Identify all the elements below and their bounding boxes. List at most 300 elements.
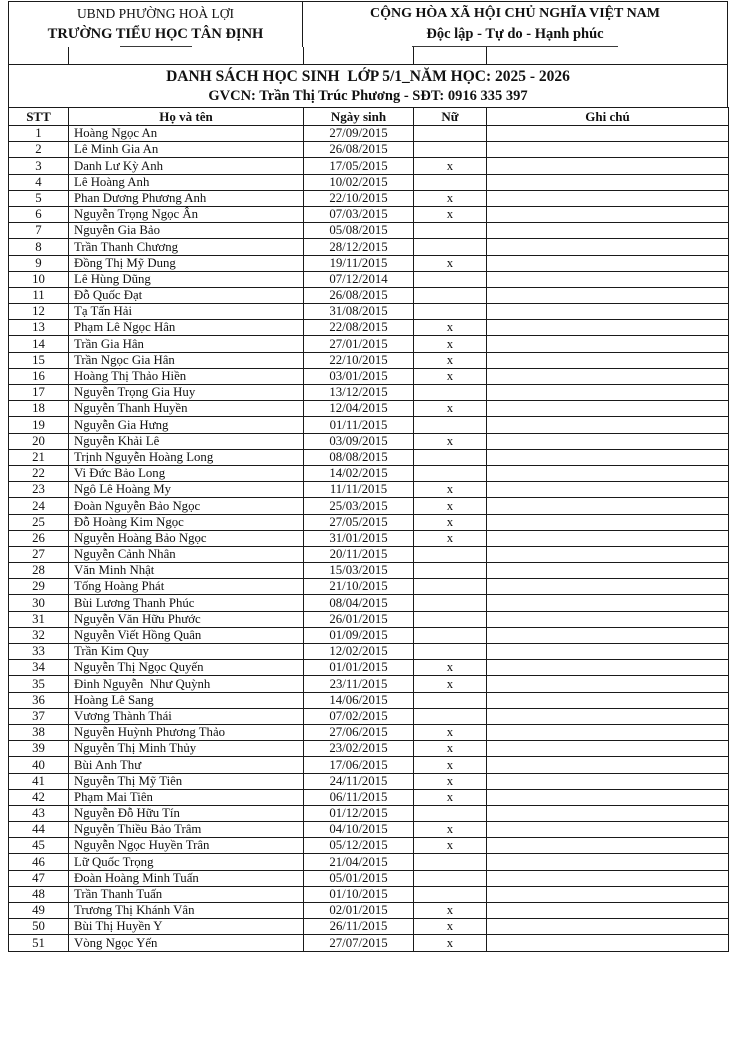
student-table-body bbox=[9, 126, 729, 952]
grid-spacer-cell bbox=[303, 47, 413, 64]
cell-note bbox=[487, 692, 729, 708]
table-row bbox=[9, 320, 729, 336]
cell-dob: 26/08/2015 bbox=[304, 142, 414, 158]
cell-name: Lê Minh Gia An bbox=[69, 142, 304, 158]
cell-stt: 35 bbox=[9, 676, 69, 692]
cell-dob: 22/10/2015 bbox=[304, 352, 414, 368]
cell-dob: 23/02/2015 bbox=[304, 741, 414, 757]
cell-note bbox=[487, 611, 729, 627]
cell-stt: 41 bbox=[9, 773, 69, 789]
grid-spacer-row bbox=[8, 47, 728, 64]
table-row bbox=[9, 304, 729, 320]
cell-dob: 26/01/2015 bbox=[304, 611, 414, 627]
cell-female bbox=[414, 595, 487, 611]
cell-dob: 24/11/2015 bbox=[304, 773, 414, 789]
cell-stt: 42 bbox=[9, 789, 69, 805]
national-motto: Độc lập - Tự do - Hạnh phúc bbox=[426, 26, 604, 42]
cell-female bbox=[414, 611, 487, 627]
cell-stt: 19 bbox=[9, 417, 69, 433]
cell-female: x bbox=[414, 676, 487, 692]
cell-dob: 27/09/2015 bbox=[304, 126, 414, 142]
cell-note bbox=[487, 417, 729, 433]
cell-female: x bbox=[414, 255, 487, 271]
cell-stt: 36 bbox=[9, 692, 69, 708]
cell-female bbox=[414, 886, 487, 902]
table-row bbox=[9, 482, 729, 498]
cell-stt: 37 bbox=[9, 708, 69, 724]
table-row bbox=[9, 611, 729, 627]
cell-stt: 28 bbox=[9, 563, 69, 579]
cell-stt: 44 bbox=[9, 822, 69, 838]
table-row bbox=[9, 741, 729, 757]
cell-dob: 22/08/2015 bbox=[304, 320, 414, 336]
cell-stt: 43 bbox=[9, 805, 69, 821]
cell-note bbox=[487, 724, 729, 740]
cell-note bbox=[487, 627, 729, 643]
student-roster-table bbox=[8, 107, 729, 952]
cell-stt: 47 bbox=[9, 870, 69, 886]
cell-dob: 05/08/2015 bbox=[304, 223, 414, 239]
cell-name: Bùi Anh Thư bbox=[69, 757, 304, 773]
cell-note bbox=[487, 142, 729, 158]
cell-stt: 13 bbox=[9, 320, 69, 336]
cell-stt: 21 bbox=[9, 449, 69, 465]
cell-name: Nguyễn Thị Ngọc Quyến bbox=[69, 660, 304, 676]
cell-dob: 12/02/2015 bbox=[304, 644, 414, 660]
cell-female bbox=[414, 174, 487, 190]
cell-name: Nguyễn Đỗ Hữu Tín bbox=[69, 805, 304, 821]
cell-note bbox=[487, 805, 729, 821]
cell-female: x bbox=[414, 530, 487, 546]
cell-stt: 23 bbox=[9, 482, 69, 498]
cell-female bbox=[414, 304, 487, 320]
cell-name: Nguyễn Thị Mỹ Tiên bbox=[69, 773, 304, 789]
cell-note bbox=[487, 433, 729, 449]
cell-stt: 34 bbox=[9, 660, 69, 676]
cell-name: Trần Thanh Tuấn bbox=[69, 886, 304, 902]
table-row bbox=[9, 757, 729, 773]
cell-stt: 15 bbox=[9, 352, 69, 368]
cell-name: Hoàng Ngọc An bbox=[69, 126, 304, 142]
school-name-underline bbox=[120, 46, 192, 47]
cell-name: Vương Thành Thái bbox=[69, 708, 304, 724]
cell-dob: 21/04/2015 bbox=[304, 854, 414, 870]
cell-name: Nguyễn Gia Hưng bbox=[69, 417, 304, 433]
cell-stt: 39 bbox=[9, 741, 69, 757]
cell-stt: 2 bbox=[9, 142, 69, 158]
cell-dob: 07/02/2015 bbox=[304, 708, 414, 724]
cell-female bbox=[414, 854, 487, 870]
cell-dob: 28/12/2015 bbox=[304, 239, 414, 255]
cell-female bbox=[414, 870, 487, 886]
table-row bbox=[9, 498, 729, 514]
cell-dob: 26/11/2015 bbox=[304, 919, 414, 935]
cell-name: Phan Dương Phương Anh bbox=[69, 190, 304, 206]
table-row bbox=[9, 449, 729, 465]
cell-note bbox=[487, 320, 729, 336]
cell-dob: 23/11/2015 bbox=[304, 676, 414, 692]
cell-note bbox=[487, 304, 729, 320]
table-row bbox=[9, 514, 729, 530]
cell-female: x bbox=[414, 482, 487, 498]
table-row bbox=[9, 676, 729, 692]
cell-name: Trần Ngọc Gia Hân bbox=[69, 352, 304, 368]
cell-female bbox=[414, 126, 487, 142]
cell-dob: 27/06/2015 bbox=[304, 724, 414, 740]
cell-note bbox=[487, 368, 729, 384]
cell-name: Nguyễn Trọng Gia Huy bbox=[69, 385, 304, 401]
cell-stt: 31 bbox=[9, 611, 69, 627]
table-row bbox=[9, 271, 729, 287]
cell-name: Nguyễn Thị Minh Thủy bbox=[69, 741, 304, 757]
cell-female bbox=[414, 579, 487, 595]
cell-note bbox=[487, 644, 729, 660]
table-row bbox=[9, 126, 729, 142]
cell-note bbox=[487, 223, 729, 239]
cell-name: Đỗ Quốc Đạt bbox=[69, 287, 304, 303]
cell-stt: 30 bbox=[9, 595, 69, 611]
cell-stt: 4 bbox=[9, 174, 69, 190]
cell-dob: 27/05/2015 bbox=[304, 514, 414, 530]
document-content bbox=[8, 1, 728, 952]
cell-female bbox=[414, 708, 487, 724]
cell-female: x bbox=[414, 190, 487, 206]
column-header-stt: STT bbox=[9, 108, 69, 126]
table-row bbox=[9, 190, 729, 206]
cell-female: x bbox=[414, 401, 487, 417]
cell-note bbox=[487, 482, 729, 498]
cell-name: Nguyễn Huỳnh Phương Thảo bbox=[69, 724, 304, 740]
cell-name: Nguyễn Văn Hữu Phước bbox=[69, 611, 304, 627]
cell-name: Hoàng Thị Thảo Hiền bbox=[69, 368, 304, 384]
cell-name: Bùi Lương Thanh Phúc bbox=[69, 595, 304, 611]
cell-stt: 50 bbox=[9, 919, 69, 935]
table-row bbox=[9, 708, 729, 724]
cell-note bbox=[487, 935, 729, 951]
cell-name: Vi Đức Bảo Long bbox=[69, 465, 304, 481]
cell-female bbox=[414, 563, 487, 579]
cell-note bbox=[487, 660, 729, 676]
cell-stt: 38 bbox=[9, 724, 69, 740]
cell-note bbox=[487, 174, 729, 190]
cell-dob: 31/01/2015 bbox=[304, 530, 414, 546]
cell-female bbox=[414, 417, 487, 433]
cell-note bbox=[487, 822, 729, 838]
cell-name: Nguyễn Cảnh Nhân bbox=[69, 546, 304, 562]
cell-stt: 10 bbox=[9, 271, 69, 287]
table-row bbox=[9, 692, 729, 708]
cell-female bbox=[414, 644, 487, 660]
cell-name: Trần Kim Quy bbox=[69, 644, 304, 660]
school-name: TRƯỜNG TIỂU HỌC TÂN ĐỊNH bbox=[47, 26, 264, 42]
table-row bbox=[9, 352, 729, 368]
table-row bbox=[9, 142, 729, 158]
table-row bbox=[9, 660, 729, 676]
cell-note bbox=[487, 838, 729, 854]
table-row bbox=[9, 417, 729, 433]
cell-dob: 03/01/2015 bbox=[304, 368, 414, 384]
table-row bbox=[9, 805, 729, 821]
page-title: DANH SÁCH HỌC SINH LỚP 5/1_NĂM HỌC: 2025 - 2026 bbox=[166, 68, 570, 85]
cell-female: x bbox=[414, 789, 487, 805]
table-row bbox=[9, 255, 729, 271]
cell-stt: 32 bbox=[9, 627, 69, 643]
cell-stt: 18 bbox=[9, 401, 69, 417]
cell-stt: 9 bbox=[9, 255, 69, 271]
cell-dob: 21/10/2015 bbox=[304, 579, 414, 595]
cell-female bbox=[414, 385, 487, 401]
cell-name: Nguyễn Ngọc Huyền Trân bbox=[69, 838, 304, 854]
motto-underline bbox=[412, 46, 618, 47]
table-row bbox=[9, 886, 729, 902]
cell-stt: 25 bbox=[9, 514, 69, 530]
cell-female: x bbox=[414, 838, 487, 854]
cell-name: Nguyễn Thanh Huyền bbox=[69, 401, 304, 417]
cell-note bbox=[487, 886, 729, 902]
cell-note bbox=[487, 385, 729, 401]
cell-female: x bbox=[414, 514, 487, 530]
cell-dob: 19/11/2015 bbox=[304, 255, 414, 271]
cell-name: Bùi Thị Huyền Y bbox=[69, 919, 304, 935]
table-row bbox=[9, 822, 729, 838]
table-row bbox=[9, 158, 729, 174]
cell-name: Hoàng Lê Sang bbox=[69, 692, 304, 708]
cell-female bbox=[414, 271, 487, 287]
cell-female: x bbox=[414, 741, 487, 757]
cell-name: Nguyễn Gia Bảo bbox=[69, 223, 304, 239]
cell-female: x bbox=[414, 903, 487, 919]
table-row bbox=[9, 870, 729, 886]
cell-note bbox=[487, 126, 729, 142]
cell-dob: 01/11/2015 bbox=[304, 417, 414, 433]
cell-stt: 49 bbox=[9, 903, 69, 919]
cell-note bbox=[487, 401, 729, 417]
table-row bbox=[9, 644, 729, 660]
cell-note bbox=[487, 595, 729, 611]
issuer-org: UBND PHƯỜNG HOÀ LỢI bbox=[76, 6, 235, 21]
column-header-note: Ghi chú bbox=[487, 108, 729, 126]
cell-dob: 07/03/2015 bbox=[304, 206, 414, 222]
cell-dob: 27/07/2015 bbox=[304, 935, 414, 951]
cell-stt: 1 bbox=[9, 126, 69, 142]
cell-female bbox=[414, 805, 487, 821]
table-row bbox=[9, 919, 729, 935]
cell-name: Phạm Lê Ngọc Hân bbox=[69, 320, 304, 336]
cell-stt: 27 bbox=[9, 546, 69, 562]
cell-female: x bbox=[414, 433, 487, 449]
cell-note bbox=[487, 498, 729, 514]
cell-stt: 22 bbox=[9, 465, 69, 481]
cell-name: Nguyễn Thiều Bảo Trâm bbox=[69, 822, 304, 838]
cell-name: Nguyễn Khải Lê bbox=[69, 433, 304, 449]
cell-name: Trương Thị Khánh Vân bbox=[69, 903, 304, 919]
cell-note bbox=[487, 206, 729, 222]
cell-dob: 04/10/2015 bbox=[304, 822, 414, 838]
cell-stt: 40 bbox=[9, 757, 69, 773]
cell-dob: 01/01/2015 bbox=[304, 660, 414, 676]
cell-dob: 12/04/2015 bbox=[304, 401, 414, 417]
cell-dob: 15/03/2015 bbox=[304, 563, 414, 579]
cell-dob: 01/10/2015 bbox=[304, 886, 414, 902]
cell-note bbox=[487, 741, 729, 757]
cell-name: Đồng Thị Mỹ Dung bbox=[69, 255, 304, 271]
table-row bbox=[9, 174, 729, 190]
cell-name: Tạ Tấn Hải bbox=[69, 304, 304, 320]
table-row bbox=[9, 206, 729, 222]
teacher-info: GVCN: Trần Thị Trúc Phương - SĐT: 0916 335 397 bbox=[208, 88, 528, 104]
cell-stt: 45 bbox=[9, 838, 69, 854]
cell-note bbox=[487, 708, 729, 724]
cell-note bbox=[487, 789, 729, 805]
cell-female bbox=[414, 287, 487, 303]
cell-note bbox=[487, 271, 729, 287]
national-title: CỘNG HÒA XÃ HỘI CHỦ NGHĨA VIỆT NAM bbox=[369, 6, 660, 21]
table-row bbox=[9, 935, 729, 951]
cell-dob: 08/08/2015 bbox=[304, 449, 414, 465]
cell-stt: 17 bbox=[9, 385, 69, 401]
cell-note bbox=[487, 870, 729, 886]
cell-female: x bbox=[414, 352, 487, 368]
table-row bbox=[9, 287, 729, 303]
cell-female: x bbox=[414, 320, 487, 336]
cell-dob: 08/04/2015 bbox=[304, 595, 414, 611]
cell-female bbox=[414, 239, 487, 255]
cell-stt: 8 bbox=[9, 239, 69, 255]
cell-dob: 31/08/2015 bbox=[304, 304, 414, 320]
cell-note bbox=[487, 449, 729, 465]
cell-dob: 25/03/2015 bbox=[304, 498, 414, 514]
cell-female bbox=[414, 546, 487, 562]
cell-dob: 01/12/2015 bbox=[304, 805, 414, 821]
cell-dob: 22/10/2015 bbox=[304, 190, 414, 206]
cell-stt: 6 bbox=[9, 206, 69, 222]
document-header bbox=[8, 1, 728, 47]
cell-stt: 26 bbox=[9, 530, 69, 546]
cell-dob: 01/09/2015 bbox=[304, 627, 414, 643]
national-header-block bbox=[303, 1, 728, 47]
table-row bbox=[9, 336, 729, 352]
cell-stt: 33 bbox=[9, 644, 69, 660]
table-row bbox=[9, 789, 729, 805]
cell-female: x bbox=[414, 773, 487, 789]
cell-note bbox=[487, 919, 729, 935]
cell-stt: 24 bbox=[9, 498, 69, 514]
cell-dob: 27/01/2015 bbox=[304, 336, 414, 352]
table-row bbox=[9, 595, 729, 611]
grid-spacer-cell bbox=[8, 47, 68, 64]
table-row bbox=[9, 368, 729, 384]
cell-name: Danh Lư Kỳ Anh bbox=[69, 158, 304, 174]
cell-female bbox=[414, 627, 487, 643]
table-row bbox=[9, 530, 729, 546]
cell-stt: 11 bbox=[9, 287, 69, 303]
table-row bbox=[9, 223, 729, 239]
cell-note bbox=[487, 352, 729, 368]
cell-name: Trịnh Nguyễn Hoàng Long bbox=[69, 449, 304, 465]
cell-note bbox=[487, 239, 729, 255]
table-row bbox=[9, 239, 729, 255]
cell-female: x bbox=[414, 822, 487, 838]
cell-female: x bbox=[414, 935, 487, 951]
cell-name: Đoàn Hoàng Minh Tuấn bbox=[69, 870, 304, 886]
cell-stt: 5 bbox=[9, 190, 69, 206]
cell-note bbox=[487, 465, 729, 481]
cell-female bbox=[414, 142, 487, 158]
cell-note bbox=[487, 530, 729, 546]
cell-note bbox=[487, 546, 729, 562]
cell-dob: 26/08/2015 bbox=[304, 287, 414, 303]
cell-note bbox=[487, 287, 729, 303]
cell-female: x bbox=[414, 158, 487, 174]
table-row bbox=[9, 903, 729, 919]
cell-note bbox=[487, 773, 729, 789]
cell-name: Đỗ Hoàng Kim Ngọc bbox=[69, 514, 304, 530]
table-row bbox=[9, 563, 729, 579]
grid-spacer-cell bbox=[68, 47, 303, 64]
cell-female bbox=[414, 223, 487, 239]
table-row bbox=[9, 465, 729, 481]
cell-stt: 7 bbox=[9, 223, 69, 239]
cell-name: Trần Gia Hân bbox=[69, 336, 304, 352]
cell-dob: 14/06/2015 bbox=[304, 692, 414, 708]
cell-dob: 20/11/2015 bbox=[304, 546, 414, 562]
cell-dob: 07/12/2014 bbox=[304, 271, 414, 287]
cell-female: x bbox=[414, 368, 487, 384]
cell-female: x bbox=[414, 919, 487, 935]
cell-female: x bbox=[414, 336, 487, 352]
table-header bbox=[9, 108, 729, 126]
column-header-name: Họ và tên bbox=[69, 108, 304, 126]
cell-note bbox=[487, 579, 729, 595]
cell-stt: 51 bbox=[9, 935, 69, 951]
cell-female: x bbox=[414, 757, 487, 773]
column-header-dob: Ngày sinh bbox=[304, 108, 414, 126]
table-row bbox=[9, 773, 729, 789]
cell-name: Trần Thanh Chương bbox=[69, 239, 304, 255]
cell-note bbox=[487, 676, 729, 692]
column-header-female: Nữ bbox=[414, 108, 487, 126]
cell-name: Nguyễn Viết Hồng Quân bbox=[69, 627, 304, 643]
cell-note bbox=[487, 757, 729, 773]
table-row bbox=[9, 838, 729, 854]
cell-name: Vòng Ngọc Yến bbox=[69, 935, 304, 951]
cell-female: x bbox=[414, 498, 487, 514]
cell-dob: 02/01/2015 bbox=[304, 903, 414, 919]
cell-name: Đoàn Nguyễn Bảo Ngọc bbox=[69, 498, 304, 514]
table-row bbox=[9, 401, 729, 417]
cell-female bbox=[414, 692, 487, 708]
table-row bbox=[9, 579, 729, 595]
cell-female bbox=[414, 465, 487, 481]
cell-name: Đinh Nguyễn Như Quỳnh bbox=[69, 676, 304, 692]
cell-note bbox=[487, 336, 729, 352]
cell-name: Lê Hùng Dũng bbox=[69, 271, 304, 287]
cell-note bbox=[487, 514, 729, 530]
cell-dob: 06/11/2015 bbox=[304, 789, 414, 805]
cell-name: Văn Minh Nhật bbox=[69, 563, 304, 579]
cell-stt: 48 bbox=[9, 886, 69, 902]
cell-stt: 16 bbox=[9, 368, 69, 384]
cell-dob: 10/02/2015 bbox=[304, 174, 414, 190]
table-row bbox=[9, 854, 729, 870]
cell-name: Nguyễn Hoàng Bảo Ngọc bbox=[69, 530, 304, 546]
cell-name: Nguyễn Trọng Ngọc Ân bbox=[69, 206, 304, 222]
grid-spacer-cell bbox=[413, 47, 486, 64]
cell-female bbox=[414, 449, 487, 465]
cell-note bbox=[487, 255, 729, 271]
table-row bbox=[9, 724, 729, 740]
cell-dob: 03/09/2015 bbox=[304, 433, 414, 449]
